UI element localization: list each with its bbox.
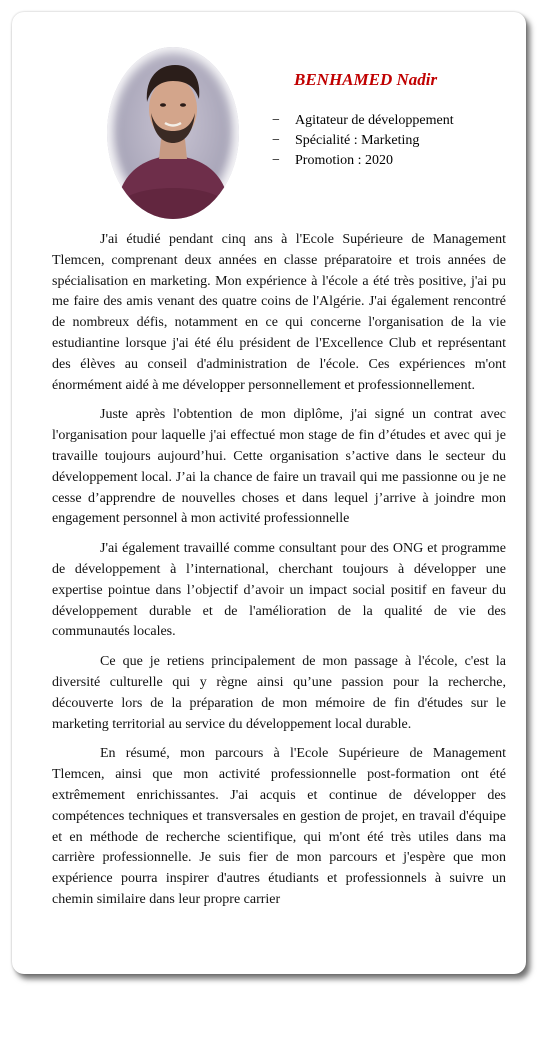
person-portrait-icon [107,47,239,219]
detail-role: − Agitateur de développement [272,113,454,128]
testimonial-body [52,230,506,920]
detail-specialty: − Spécialité : Marketing [272,133,420,148]
profile-photo [107,47,239,219]
profile-name: BENHAMED Nadir [294,70,438,89]
profile-details-list [272,111,454,171]
detail-promotion: − Promotion : 2020 [272,153,394,168]
paragraph-consulting: J'ai également travaillé comme consultant pour des ONG et programme de développement à l’international, cherchant toujours à développer une expertise pointue dans l’objectif d’avoir un impact social positif en faveur du développement durable et de l'amélioration de la qualité de vie des communautés locales. [52,541,506,640]
paragraph-career: Juste après l'obtention de mon diplôme, j'ai signé un contrat avec l'organisation pour laquelle j'ai effectué mon stage de fin d’études et avec qui je travaille toujours aujourd’hui. Cette organisation s’active dans le secteur du développement local. J’ai la chance de faire un travail qui me passionne ou je ne cesse d’apprendre de nouvelles choses et dans lequel j’arrive à joindre mon engagement personnel à mon activité professionnelle [52,407,506,527]
paragraph-studies: J'ai étudié pendant cinq ans à l'Ecole Supérieure de Management Tlemcen, comprenant deux années en classe préparatoire et trois années de spécialisation en marketing. Mon expérience à l'école a été très positive, j'ai pu me faire des amis venant des quatre coins de l'Algérie. J'ai également rencontré de nombreux défis, notamment en ce qui concerne l'organisation de la vie estudiantine lorsque j'ai été élu président de l'Excellence Club et représentant des élèves au conseil d'administration de l'école. Ces expériences m'ont énormément aidé à me développer personnellement et professionnellement. [52,232,506,393]
profile-card [12,12,526,974]
paragraph-summary: En résumé, mon parcours à l'Ecole Supérieure de Management Tlemcen, ainsi que mon activité professionnelle post-formation ont été extrêmement enrichissantes. J'ai acquis et continue de développer des compétences techniques et transversales en gestion de projet, en travail d'équipe et en méthode de recherche scientifique, qui m'ont été très utiles dans ma carrière professionnelle. Je suis fier de mon parcours et j'espère que mon expérience pourra inspirer d'autres étudiants et professionnels à suivre un chemin similaire dans leur propre carrier [52,746,506,907]
paragraph-takeaways: Ce que je retiens principalement de mon passage à l'école, c'est la diversité culturelle qui y règne ainsi qu’une passion pour la recherche, découverte lors de la préparation de mon mémoire de fin d'études sur le marketing territorial au service du développement local durable. [52,654,506,732]
